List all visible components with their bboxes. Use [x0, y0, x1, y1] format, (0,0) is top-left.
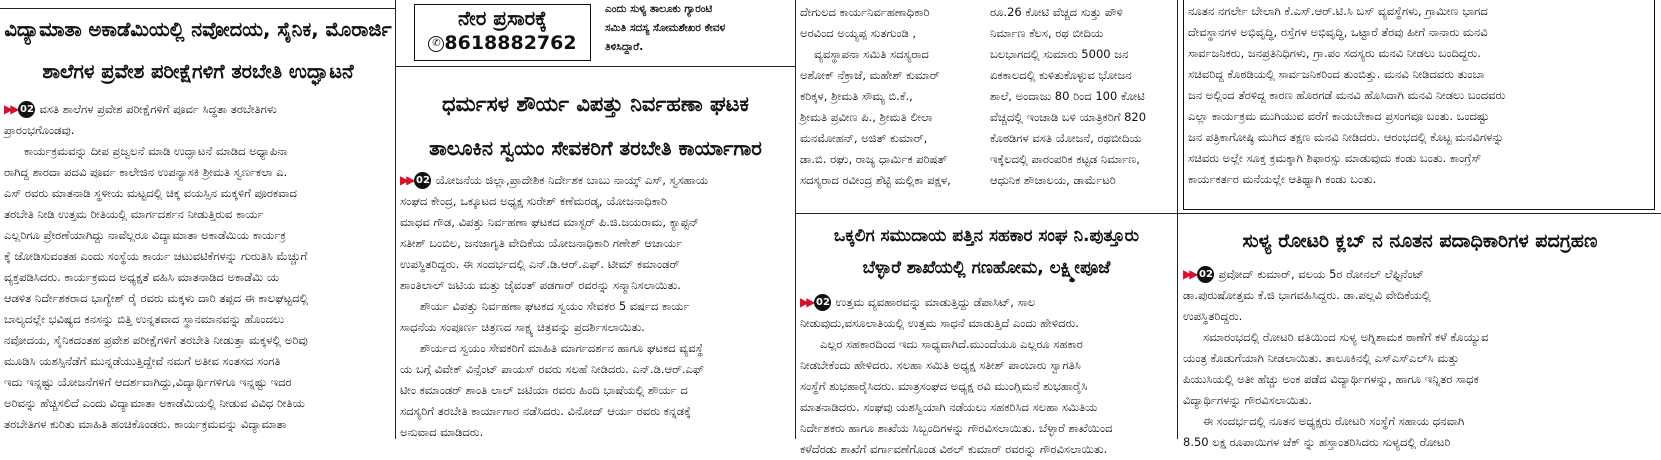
body-line: ರಾಗಿದ್ದ ಶಾರದಾ ಪದವಿ ಪೂರ್ವ ಕಾಲೇಜಿನ ಉಪನ್ಯಾಸಕಿ ಶ್ರೀಮತಿ ಸ್ವರ್ಣಕಲಾ ಎ. [4, 165, 288, 179]
headline-line-1: ವಿದ್ಯಾಮಾತಾ ಅಕಾಡೆಮಿಯಲ್ಲಿ ನವೋದಯ, ಸೈನಿಕ, ಮೊರಾರ್ಜಿ [4, 18, 392, 41]
body-line: ಉಪಸ್ಥಿತರಿದ್ದರು. [1183, 309, 1243, 323]
article-badge [800, 292, 831, 313]
body-line: ಮನಮೋಹನ್, ಅಜಿತ್ ಕುಮಾರ್, [800, 131, 928, 145]
body-line: ಸದಸ್ಯರಾದ ರವೀಂದ್ರ ಶೆಟ್ಟಿ ಮಲ್ಲಿಕಾ ಪಕ್ಷಳ, [800, 173, 951, 187]
headline-line-2: ಬೆಳ್ಳಾರೆ ಶಾಖೆಯಲ್ಲಿ ಗಣಹೋಮ, ಲಕ್ಷ್ಮೀಪೂಜೆ [862, 258, 1111, 278]
body-line: ದೇವಸ್ಥಾನಗಳ ಅಭಿವೃದ್ಧಿ, ರಸ್ತೆಗಳ ಅಭಿವೃದ್ಧಿ, ಒಟ್ಟಾರೆ ತೆರವು ಹೀಗೆ ನಾನಾರು ಮನವಿ [1188, 25, 1488, 39]
phone-row[interactable] [415, 31, 590, 55]
body-line: ಮೂಡಿಸಿ ಯಶಸ್ಸಿನೆಡೆಗೆ ಮುನ್ನಡೆಯುತ್ತಿದ್ದೇವೆ ನಮಗೆ ಅತೀವ ಸಂತಸದ ಸಂಗತಿ [4, 354, 281, 368]
column-divider [1177, 0, 1178, 439]
body-line: ನಿರ್ಮಾಣ ಕೆಲಸ, ರಥ ಬೀದಿಯ [990, 26, 1104, 40]
body-line: ವಿದ್ಯಾರ್ಥಿಗಳನ್ನು ಗೌರವಿಸಲಾಯಿತು. [1183, 393, 1312, 407]
column-kukke-left [800, 0, 982, 210]
body-line: ವ್ಯಕ್ತಪಡಿಸಿದರು. ಕಾರ್ಯಕ್ರಮದ ಅಧ್ಯಕ್ಷತೆ ವಹಿಸಿ ಮಾತನಾಡಿದ ಅಕಾಡೆಮಿ ಯ [4, 270, 280, 284]
body-line: ಶಾಲೆ, ಅಂದಾಜು 80 ರಿಂದ 100 ಕೋಟಿ [990, 89, 1145, 103]
body-line: ಅರವಿಂದ ಅಯ್ಯಪ್ಪ ಸುತಗುಂಡಿ , [800, 26, 917, 40]
body-line: ಅರಿವನ್ನು ಹೆಚ್ಚಿಸಲಿದೆ ಎಂದು ವಿದ್ಯಾಮಾತಾ ಅಕಾಡೆಮಿಯಲ್ಲಿ ನೀಡುವ ವಿವಿಧ ರೀತಿಯ [4, 396, 305, 410]
body-line: ಕಾರ್ಯಕರ್ತರ ಮನೆಯಲ್ಲೇ ಆತಿಥ್ಯಾಗಿ ಕಂಡು ಬಂತು. [1188, 172, 1377, 186]
article-badge [1183, 264, 1214, 285]
double-arrow-icon: ▶▶ [800, 295, 813, 309]
body-line: ಪ್ರಾರಂಭಗೊಂಡವು. [4, 123, 75, 137]
body-line: ಸಂಸ್ಥೆಗೆ ಶುಭಹಾರೈಸಿದರು. ಮಾತ್ರಸಂಘದ ಅಧ್ಯಕ್ಷ ರವಿ ಮುಂಗ್ಲಿಮನೆ ಶುಭಹಾರೈಸಿ [800, 379, 1088, 393]
article-body [1183, 264, 1657, 449]
badge-number: 02 [814, 294, 831, 311]
body-line: ಸಮಿತಿ ಸದಸ್ಯ ಸೋಮಶೇಖರ ಕೇವಳ [605, 22, 726, 34]
body-line: ಕಳೆದೆರಡು ಶಾಖೆಗೆ ವರ್ಗಾವಣೆಗೊಂಡ ವಿಠಲ್ ಕುಮಾರ್ ರವರನ್ನು ಗೌರವಿಸಲಾಯಿತು. [800, 442, 1108, 456]
body-line: ಆಧುನಿಕ ಶೌಚಾಲಯ, ಡಾರ್ಮೆಟರಿ [990, 173, 1116, 187]
body-line: ಮಾತನಾಡಿದರು. ಸಂಘವು ಯಶಸ್ವಿಯಾಗಿ ನಡೆಯಲು ಸಹಕರಿಸಿದ ಸಲಹಾ ಸಮಿತಿಯ [800, 400, 1098, 414]
headline-line-1: ಒಕ್ಕಲಿಗ ಸಮುದಾಯ ಪತ್ತಿನ ಸಹಕಾರ ಸಂಘ ನಿ.ಪುತ್ತೂರು [833, 226, 1140, 246]
headline-line-2: ಶಾಲೆಗಳ ಪ್ರವೇಶ ಪರೀಕ್ಷೆಗಳಿಗೆ ತರಬೇತಿ ಉದ್ಘಾಟನೆ [42, 60, 354, 83]
body-line: ಅನುವಾದ ಮಾಡಿದರು. [400, 425, 484, 439]
body-line: ಉತ್ತಮ ವ್ಯವಹಾರವನ್ನು ಮಾಡುತ್ತಿದ್ದು ಡೆಪಾಸಿಟ್, ಸಾಲ [835, 295, 1036, 309]
body-line: ಕರಿಕ್ಕಳ, ಶ್ರೀಮತಿ ಸೌಮ್ಯ ಬಿ.ಕೆ., [800, 89, 913, 103]
section-divider [0, 8, 395, 9]
body-line: ಜನ ಪತ್ರಿಕಾಗೋಷ್ಠಿ ಮುಗಿದ ತಕ್ಷಣ ಮನವಿ ನೀಡಿದರು. ಆರಂಭದಲ್ಲಿ ಕೊಟ್ಟ ಮನವಿಗಳನ್ನು [1188, 130, 1504, 144]
body-line: ಎಲ್ಲಾ ಕಾರ್ಯಕ್ರಮ ಮುಗಿಯುವ ವರೆಗೆ ಕಾಯಬೇಕಾದ ಪ್ರಸಂಗವೂ ಬಂತು. ಒಂದಷ್ಟು [1188, 109, 1490, 123]
body-line: ಪ್ರವೋದ್ ಕುಮಾರ್, ವಲಯ 5ರ ರೋನಲ್ ಲೆಫ್ಟಿನೆಂಟ್ [1218, 267, 1424, 281]
body-line: ನೀಡಬೇಕೆಂದು ಹೇಳಿದರು. ಸಲಹಾ ಸಮಿತಿ ಅಧ್ಯಕ್ಷ ಸತೀಶ್ ಪಾಂಬಾರು ಸ್ವಾಗತಿಸಿ [800, 358, 1081, 372]
headline-line-2: ತಾಲೂಕಿನ ಸ್ವಯಂ ಸೇವಕರಿಗೆ ತರಬೇತಿ ಕಾರ್ಯಾಗಾರ [429, 136, 762, 160]
body-line: ಅಶೋಕ್ ನೆಕ್ರಾಜೆ, ಮಹೇಶ್ ಕುಮಾರ್ [800, 68, 940, 82]
body-line: ನೂತನ ನಗರ್ಲೇ ಬೇಲಾಗಿ ಕೆ.ಎಸ್.ಆರ್.ಟಿ.ಸಿ ಬಸ್ ವ್ಯವಸ್ಥೆಗಳು, ಗ್ರಾಮೀಣ ಭಾಗದ [1188, 4, 1488, 18]
body-line: ದೇಗುಲದ ಕಾರ್ಯನಿರ್ವಹಣಾಧಿಕಾರಿ [800, 5, 930, 19]
body-line: ಶ್ರೀಮತಿ ಪ್ರವೀಣ ಪಿ., ಶ್ರೀಮತಿ ಲೀಲಾ [800, 110, 933, 124]
badge-number: 02 [1197, 266, 1214, 283]
body-line: ಎಲ್ಲರ ಸಹಕಾರದಿಂದ ಇದು ಸಾಧ್ಯವಾಗಿದೆ.ಮುಂದೆಯೂ ಎಲ್ಲರೂ ಸಹಕಾರ [820, 337, 1083, 351]
body-line: ಇಕ್ಕೆಲದಲ್ಲಿ ಪಾರಂಪರಿಕ ಕಟ್ಟಡ ನಿರ್ಮಾಣ, [990, 152, 1140, 166]
double-arrow-icon: ▶▶ [400, 173, 413, 187]
article-dharmasthala [400, 84, 791, 440]
body-line: ಆಡಳಿತ ನಿರ್ದೇಶಕರಾದ ಭಾಗ್ಯೇಶ್ ರೈ ರವರು ಮಕ್ಕಳು ದಾರಿ ತಪ್ಪದ ಈ ಕಾಲಘಟ್ಟದಲ್ಲಿ [4, 291, 309, 305]
body-line: ಪಿಯುಸಿಯಲ್ಲಿ ಅತೀ ಹೆಚ್ಚು ಅಂಕ ಪಡೆದ ವಿದ್ಯಾರ್ಥಿಗಳನ್ನು, ಹಾಗೂ ಇನ್ನಿತರ ಸಾಧಕ [1183, 372, 1479, 386]
body-line: ಕಾರ್ಯಕ್ರಮವನ್ನು ದೀಪ ಪ್ರಜ್ವಲನೆ ಮಾಡಿ ಉದ್ಘಾಟನೆ ಮಾಡಿದ ಅಧ್ಯಾಪಿನಾ [24, 144, 288, 158]
phone-number: 8618882762 [444, 32, 577, 54]
column-kukke-right [990, 0, 1172, 210]
body-line: ಸಮಾರಂಭದಲ್ಲಿ ರೋಟರಿ ವತಿಯಿಂದ ಸುಳ್ಯ ಅಗ್ನಿಶಾಮಕ ಠಾಣೆಗೆ ಕಳೆ ಕೊಯ್ಯುವ [1203, 330, 1489, 344]
body-line: ಸದಸ್ಯರಿಗೆ ತರಬೇತಿ ಕಾರ್ಯಾಗಾರ ನಡೆಸಿದರು. ವಿನೋದ್ ಆರ್ಯ ರವರು ಕನ್ನಡಕ್ಕೆ [400, 404, 691, 418]
body-line: ನವೋದಯ, ಸೈನಿಕದಂತಹ ಪ್ರವೇಶ ಪರೀಕ್ಷೆಗಳಿಗೆ ತರಬೇತಿ ನೀಡುತ್ತಾ ಮಕ್ಕಳಲ್ಲಿ ಅರಿವು [4, 333, 308, 347]
article-rotary-club [1183, 222, 1657, 449]
body-line: ಬಲಭಾಗದಲ್ಲಿ ಸುಮಾರು 5000 ಜನ [990, 47, 1129, 61]
body-line: ಶೌರ್ಯ ವಿಪತ್ತು ನಿರ್ವಹಣಾ ಘಟಕದ ಸ್ವಯಂ ಸೇವಕರ 5 ವರ್ಷದ ಕಾರ್ಯ [420, 299, 690, 313]
article-body [800, 292, 1173, 456]
body-line: ವೆಚ್ಚದಲ್ಲಿ ಇಂಜಾಡಿ ಬಳಿ ಯಾತ್ರಿಕರಿಗೆ 820 [990, 110, 1147, 124]
body-line: ಮಾಧವ ಗೌಡ, ವಿಪತ್ತು ನಿರ್ವಹಣಾ ಘಟಕದ ಮಾಸ್ಟರ್ ಪಿ.ಜಿ.ಜಯರಾಮ, ಕ್ಯಾಪ್ಟನ್ [400, 215, 699, 229]
body-line: ಬಾಲ್ಯದಲ್ಲೇ ಭವಿಷ್ಯದ ಕನಸನ್ನು ಬಿತ್ತಿ ಉನ್ನತವಾದ ಸ್ಥಾನಮಾನವನ್ನು ಹೊಂದಲು [4, 312, 285, 326]
article-minister-visit [1183, 0, 1655, 210]
body-line: ಜನ ಅಲ್ಲಿಂದ ತೆರಳಿದ್ದ ಕಾರಣ ಹೊರಗಡೆ ಮನವಿ ಹೊಸಿದಾಗಿ ಮನವಿ ನೀಡಲು ಬಂದವರು [1188, 88, 1506, 102]
body-line: ಶೌರ್ಯದ ಸ್ವಯಂ ಸೇವಕರಿಗೆ ಮಾಹಿತಿ ಮಾರ್ಗದರ್ಶನ ಹಾಗೂ ಘಟಕದ ವ್ಯವಸ್ಥೆ [420, 341, 704, 355]
body-line: ಯೋಜನೆಯ ಜಿಲ್ಲಾ,ಪ್ರಾದೇಶಿಕ ನಿರ್ದೇಶಕ ಬಾಬು ನಾಯ್ಕ್ ಎಸ್, ಸ್ವಸಹಾಯ [435, 173, 709, 187]
article-body [400, 170, 791, 440]
article-body [4, 99, 392, 449]
body-line: ಎಲ್ಲರಿಗೂ ಪ್ರೇರಣೆಯಾಗಿದ್ದು ನಾವೆಲ್ಲರೂ ವಿದ್ಯಾಮಾತಾ ಅಕಾಡೆಮಿಯ ಕಾರ್ಯಕ್ರ [4, 228, 286, 242]
body-line: ಸಾಧನೆಯ ಸಂಪೂರ್ಣ ಚಿತ್ರಣದ ಸಾಕ್ಷ್ಯ ಚಿತ್ರವನ್ನು ಪ್ರದರ್ಶಿಸಲಾಯಿತು. [400, 320, 645, 334]
body-line: ವಸತಿ ಶಾಲೆಗಳ ಪ್ರವೇಶ ಪರೀಕ್ಷೆಗಳಿಗೆ ಪೂರ್ವ ಸಿದ್ಧತಾ ತರಬೇತಿಗಳು [39, 102, 277, 116]
article-badge [4, 99, 35, 120]
article-okkaliga [800, 220, 1173, 456]
body-line: ಈ ಸಂದರ್ಭದಲ್ಲಿ ನೂತನ ಅಧ್ಯಕ್ಷರು ರೋಟರಿ ಸಂಸ್ಥೆಗೆ ಸಹಾಯ ಧನವಾಗಿ [1203, 414, 1465, 428]
snippet-guarantee [605, 0, 791, 57]
body-line: ವ್ಯವಸ್ಥಾಪನಾ ಸಮಿತಿ ಸದಸ್ಯರಾದ [814, 47, 929, 61]
article-badge [400, 170, 431, 191]
body-line: ತರಬೇತಿ ನೀಡಿ ಉತ್ತಮ ರೀತಿಯಲ್ಲಿ ಮಾರ್ಗದರ್ಶನ ನೀಡುತ್ತಿರುವ ಕಾರ್ಯ [4, 207, 264, 221]
body-line: ಡಾ.ಬಿ. ರಘು, ರಾಜ್ಯ ಧಾರ್ಮಿಕ ಪರಿಷತ್ [800, 152, 948, 166]
body-line: ಕೊಠಡಿಗಳ ವಸತಿ ಯೋಜನೆ, ರಥಬೀದಿಯ [990, 131, 1142, 145]
body-line: ಕ್ಕೆ ಜೋಡಿಸುವಂತಹ ಎಂದು ಸಂಸ್ಥೆಯ ಕಾರ್ಯ ಚಟುವಟಿಕೆಗಳನ್ನು ಗುರುತಿಸಿ ಮೆಚ್ಚುಗೆ [4, 249, 308, 263]
section-divider [796, 213, 1661, 214]
body-line: ಯ ಬಗ್ಗೆ ವಿವೇಕ್ ವಿನ್ಸೆಂಟ್ ಪಾಯಸ್ ರವರು ಸಲಹೆ ನೀಡಿದರು. ಎನ್.ಡಿ.ಆರ್.ಎಫ್ [400, 362, 705, 376]
body-line: ಶಾಂತಿಲಾಲ್ ಜಟಿಯ ಮತ್ತು ಜೈವಂತ್ ಪಡಗಾರ್ ರವರನ್ನು ಸನ್ಮಾನಿಸಲಾಯಿತು. [400, 278, 681, 292]
body-line: ಇದು ಇನ್ನಷ್ಟು ಯೋಜನೆಗಳಿಗೆ ಆದರ್ಶವಾಗಿದ್ದು,ವಿದ್ಯಾರ್ಥಿಗಳಿಗೂ ಇನ್ನಷ್ಟು ಇದರ [4, 375, 292, 389]
phone-icon: ✆ [428, 36, 444, 52]
body-line: ತಿಳಿಸಿದ್ದಾರೆ. [605, 41, 644, 53]
body-line: ಸಾರ್ವಜನಿಕರು, ಜನಪ್ರತಿನಿಧಿಗಳು, ಗ್ರಾ.ಪಂ ಸದಸ್ಯರು ಮನವಿ ನೀಡಲು ಬಂದಿದ್ದರು. [1188, 46, 1481, 60]
badge-number: 02 [414, 172, 431, 189]
broadcast-box [414, 4, 591, 61]
double-arrow-icon: ▶▶ [4, 102, 17, 116]
body-line: ನಿರ್ದೇಶಕರು ಹಾಗೂ ಶಾಖೆಯ ಸಿಬ್ಬಂದಿಗಳನ್ನು ಗೌರವಿಸಲಾಯಿತು. ಬೆಳ್ಳಾರೆ ಶಾಖೆಯಿಂದ [800, 421, 1113, 435]
article-vidyamata [4, 10, 392, 449]
broadcast-title: ನೇರ ಪ್ರಸಾರಕ್ಕೆ [458, 6, 547, 30]
double-arrow-icon: ▶▶ [1183, 267, 1196, 281]
body-line: ನೀಡುವುದು,ವಸೂಲಾತಿಯಲ್ಲಿ ಉತ್ತಮ ಸಾಧನೆ ಮಾಡುತ್ತಿದೆ ಎಂದು ಹೇಳಿದರು. [800, 316, 1079, 330]
body-line: ಉಪಸ್ಥಿತರಿದ್ದರು. ಈ ಸಂದರ್ಭದಲ್ಲಿ ಎನ್.ಡಿ.ಆರ್.ಎಫ್. ಟೀಮ್ ಕಮಾಂಡರ್ [400, 257, 680, 271]
column-divider [795, 0, 796, 439]
body-line: ಟೀಂ ಕಮಾಂಡರ್ ಶಾಂತಿ ಲಾಲ್ ಜಟಿಯಾ ರವರು ಹಿಂದಿ ಭಾಷೆಯಲ್ಲಿ ಶೌರ್ಯ ದ [400, 383, 688, 397]
body-line: ತರಬೇತಿಗಳ ಕುರಿತು ಮಾಹಿತಿ ಹಂಚಿಕೊಂಡರು. ಕಾರ್ಯಕ್ರಮವನ್ನು ವಿದ್ಯಾಮಾತಾ [4, 417, 287, 431]
body-line: ರೂ.26 ಕೋಟಿ ವೆಚ್ಚದ ಸುತ್ತು ಪೌಳಿ [990, 5, 1123, 19]
body-line: ಎಸ್ ರವರು ಮಾತನಾಡಿ ಸ್ಥಳೀಯ ಮಟ್ಟದಲ್ಲಿ ಚಿಕ್ಕ ವಯಸ್ಸಿನ ಮಕ್ಕಳಿಗೆ ಪೂರಕವಾದ [4, 186, 297, 200]
badge-number: 02 [18, 101, 35, 118]
headline-line-1: ಧರ್ಮಸಳ ಶೌರ್ಯ ವಿಪತ್ತು ನಿರ್ವಹಣಾ ಘಟಕ [442, 92, 749, 116]
section-divider [396, 66, 795, 67]
body-line: ಸಂಘದ ಕೇಂದ್ರ, ಒಕ್ಕೂಟದ ಅಧ್ಯಕ್ಷ ಸುರೇಶ್ ಕಣೆಮರಡ್ಕ, ಯೋಜನಾಧಿಕಾರಿ [400, 194, 668, 208]
body-line: ಎಂದು ಸುಳ್ಯ ತಾಲೂಕು ಗ್ಯಾರಂಟಿ [605, 3, 713, 15]
body-line: ಸಚಿವರು ಅಲ್ಲೇ ಸೂಕ್ತ ಕ್ರಮಕ್ಕಾಗಿ ಶಿಫಾರಸ್ಸು ಮಾಡುವುದು ಕಂಡು ಬಂತು. ಕಾಂಗ್ರೆಸ್ [1188, 151, 1482, 165]
body-line: ಸತೀಶ್ ಬಂಬಿಲ, ಜನಜಾಗೃತಿ ವೇದಿಕೆಯ ಯೋಜನಾಧಿಕಾರಿ ಗಣೇಶ್ ಆಚಾರ್ಯ [400, 236, 683, 250]
body-line: ಏಕಕಾಲದಲ್ಲಿ ಕುಳಿತುಕೊಳ್ಳುವ ಭೋಜನ [990, 68, 1132, 82]
headline: ಸುಳ್ಯ ರೋಟರಿ ಕ್ಲಬ್ ನ ನೂತನ ಪದಾಧಿಕಾರಿಗಳ ಪದಗ್ರಹಣ [1242, 230, 1598, 252]
body-line: ಯಂತ್ರ ಕೊಡುಗೆಯಾಗಿ ನೀಡಲಾಯಿತು. ತಾಲೂಕಿನಲ್ಲಿ ಎಸ್ಎಸ್ಎಲ್‌ಸಿ ಮತ್ತು [1183, 351, 1460, 365]
body-line: 8.50 ಲಕ್ಷ ರೂಪಾಯಿಗಳ ಚೆಕ್ ನ್ನು ಹಸ್ತಾಂತರಿಸಿದರು ಸುಳ್ಯದಲ್ಲಿ ರೋಟರಿ [1183, 435, 1451, 449]
body-line: ಡಾ.ಪುರುಷೋತ್ತಮ ಕೆ.ಜಿ ಭಾಗವಹಿಸಿದ್ದರು. ಡಾ.ಪಲ್ಲವಿ ವೇದಿಕೆಯಲ್ಲಿ [1183, 288, 1431, 302]
body-line: ಸಚಿವರಿದ್ದ ಕೊಠಡಿಯಲ್ಲಿ ಸಾರ್ವಜನಿಕರಿಂದ ತುಂಬಿತ್ತು. ಮನವಿ ನೀಡಿದವರು ತುಂಬಾ [1188, 67, 1485, 81]
